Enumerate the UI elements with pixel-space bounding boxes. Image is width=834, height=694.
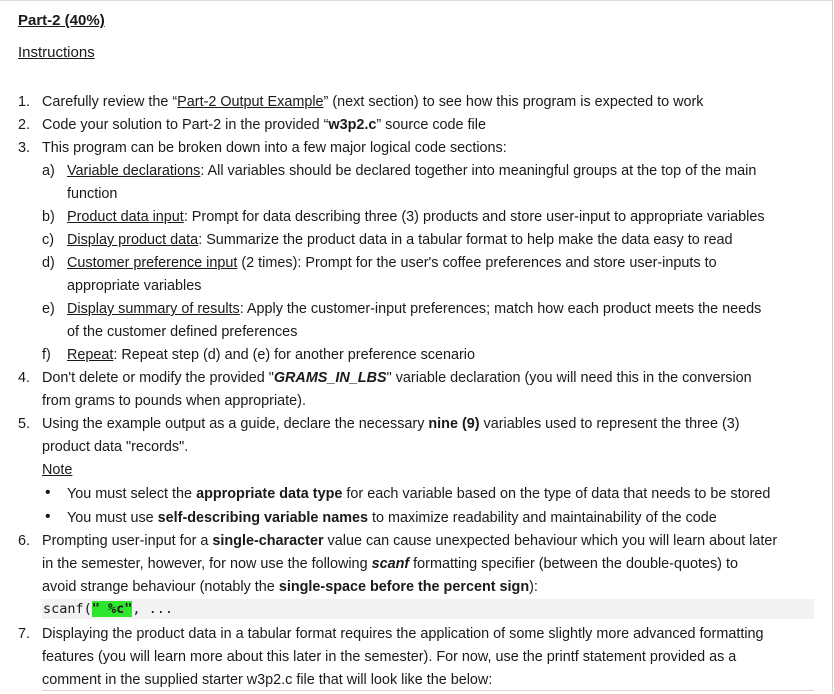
code-text: , ... — [132, 601, 174, 617]
item-number: 6. — [18, 533, 31, 549]
sub-item-text: : Summarize the product data in a tabular format to help make the data easy to read — [198, 232, 733, 248]
bullet-text: for each variable based on the type of data that needs to be stored — [342, 486, 771, 502]
sub-item-text: : All variables should be declared together into meaningful groups at the top of the main — [200, 163, 757, 179]
function-name: scanf — [371, 556, 410, 572]
item-text: variables used to represent the three (3) — [479, 416, 740, 432]
item-4-cont: from grams to pounds when appropriate). — [42, 393, 306, 409]
bullet-dot: • — [45, 508, 51, 525]
emphasis-text: single-space before the percent sign — [278, 579, 530, 595]
bullet-text: to maximize readability and maintainability of the code — [368, 510, 717, 526]
item-text: ” (next section) to see how this program is expected to work — [323, 94, 704, 110]
item-text: Using the example output as a guide, declare the necessary — [42, 416, 429, 432]
emphasis-text: appropriate data type — [196, 486, 343, 502]
code-snippet — [43, 600, 173, 618]
bullet-text: You must select the — [67, 486, 197, 502]
sub-item-e-cont: of the customer defined preferences — [67, 324, 298, 340]
sub-letter: f) — [42, 347, 51, 363]
item-number: 1. — [18, 94, 31, 110]
highlighted-format-specifier: " %c" — [91, 601, 133, 617]
sub-item-label: Variable declarations — [67, 163, 201, 179]
sub-item-d — [67, 254, 717, 272]
item-text: " variable declaration (you will need this in the conversion — [386, 370, 752, 386]
item-number: 3. — [18, 140, 31, 156]
sub-letter: a) — [42, 163, 55, 179]
instructions-heading: Instructions — [18, 44, 95, 61]
sub-letter: b) — [42, 209, 55, 225]
item-7: Displaying the product data in a tabular format requires the application of some slightly more advanced formatting — [42, 626, 764, 642]
item-number: 7. — [18, 626, 31, 642]
code-block-edge — [42, 690, 814, 691]
sub-item-c — [67, 231, 733, 249]
item-7-line2: features (you will learn more about this later in the semester). For now, use the printf statement provided as a — [42, 649, 737, 665]
item-text: formatting specifier (between the double-quotes) to — [409, 556, 738, 572]
item-text: value can cause unexpected behaviour which you will learn about later — [323, 533, 778, 549]
item-text: Code your solution to Part-2 in the provided “ — [42, 117, 329, 133]
item-text: avoid strange behaviour (notably the — [42, 579, 279, 595]
sub-item-text: (2 times): Prompt for the user's coffee preferences and store user-inputs to — [237, 255, 717, 271]
item-6-line3 — [42, 578, 538, 596]
sub-item-d-cont: appropriate variables — [67, 278, 202, 294]
sub-letter: c) — [42, 232, 54, 248]
sub-item-label: Product data input — [67, 209, 184, 225]
sub-item-a-cont: function — [67, 186, 118, 202]
item-1 — [42, 93, 703, 111]
item-text: in the semester, however, for now use the following — [42, 556, 372, 572]
item-text: Don't delete or modify the provided " — [42, 370, 274, 386]
sub-item-label: Display summary of results — [67, 301, 240, 317]
sub-item-label: Repeat — [67, 347, 114, 363]
sub-item-text: : Apply the customer-input preferences; match how each product meets the needs — [239, 301, 762, 317]
item-6-line2 — [42, 555, 738, 573]
item-2 — [42, 116, 486, 134]
sub-item-label: Customer preference input — [67, 255, 238, 271]
emphasis-text: self-describing variable names — [157, 510, 369, 526]
item-number: 5. — [18, 416, 31, 432]
item-5 — [42, 415, 740, 433]
sub-item-label: Display product data — [67, 232, 199, 248]
sub-letter: d) — [42, 255, 55, 271]
sub-item-text: : Repeat step (d) and (e) for another preference scenario — [113, 347, 475, 363]
output-example-link[interactable]: Part-2 Output Example — [177, 94, 324, 110]
item-7-line3: comment in the supplied starter w3p2.c file that will look like the below: — [42, 672, 493, 688]
section-title: Part-2 (40%) — [18, 12, 105, 29]
constant-name: GRAMS_IN_LBS — [273, 370, 387, 386]
sub-item-text: : Prompt for data describing three (3) products and store user-input to appropriate variables — [183, 209, 765, 225]
item-3: This program can be broken down into a few major logical code sections: — [42, 140, 507, 156]
sub-item-a — [67, 162, 756, 180]
bullet-item-1 — [67, 485, 770, 503]
bullet-dot: • — [45, 484, 51, 501]
filename-text: w3p2.c — [328, 117, 377, 133]
item-number: 4. — [18, 370, 31, 386]
emphasis-text: nine (9) — [428, 416, 480, 432]
sub-item-e — [67, 300, 761, 318]
item-5-cont: product data "records". — [42, 439, 189, 455]
item-4 — [42, 369, 752, 387]
item-text: ): — [529, 579, 538, 595]
item-text: ” source code file — [376, 117, 486, 133]
item-number: 2. — [18, 117, 31, 133]
bullet-text: You must use — [67, 510, 158, 526]
item-text: Prompting user-input for a — [42, 533, 213, 549]
code-text: scanf( — [43, 601, 92, 617]
bullet-item-2 — [67, 509, 717, 527]
item-text: Carefully review the “ — [42, 94, 178, 110]
sub-item-b — [67, 208, 765, 226]
note-label: Note — [42, 462, 73, 478]
item-6 — [42, 532, 777, 550]
emphasis-text: single-character — [212, 533, 324, 549]
sub-letter: e) — [42, 301, 55, 317]
sub-item-f — [67, 346, 475, 364]
